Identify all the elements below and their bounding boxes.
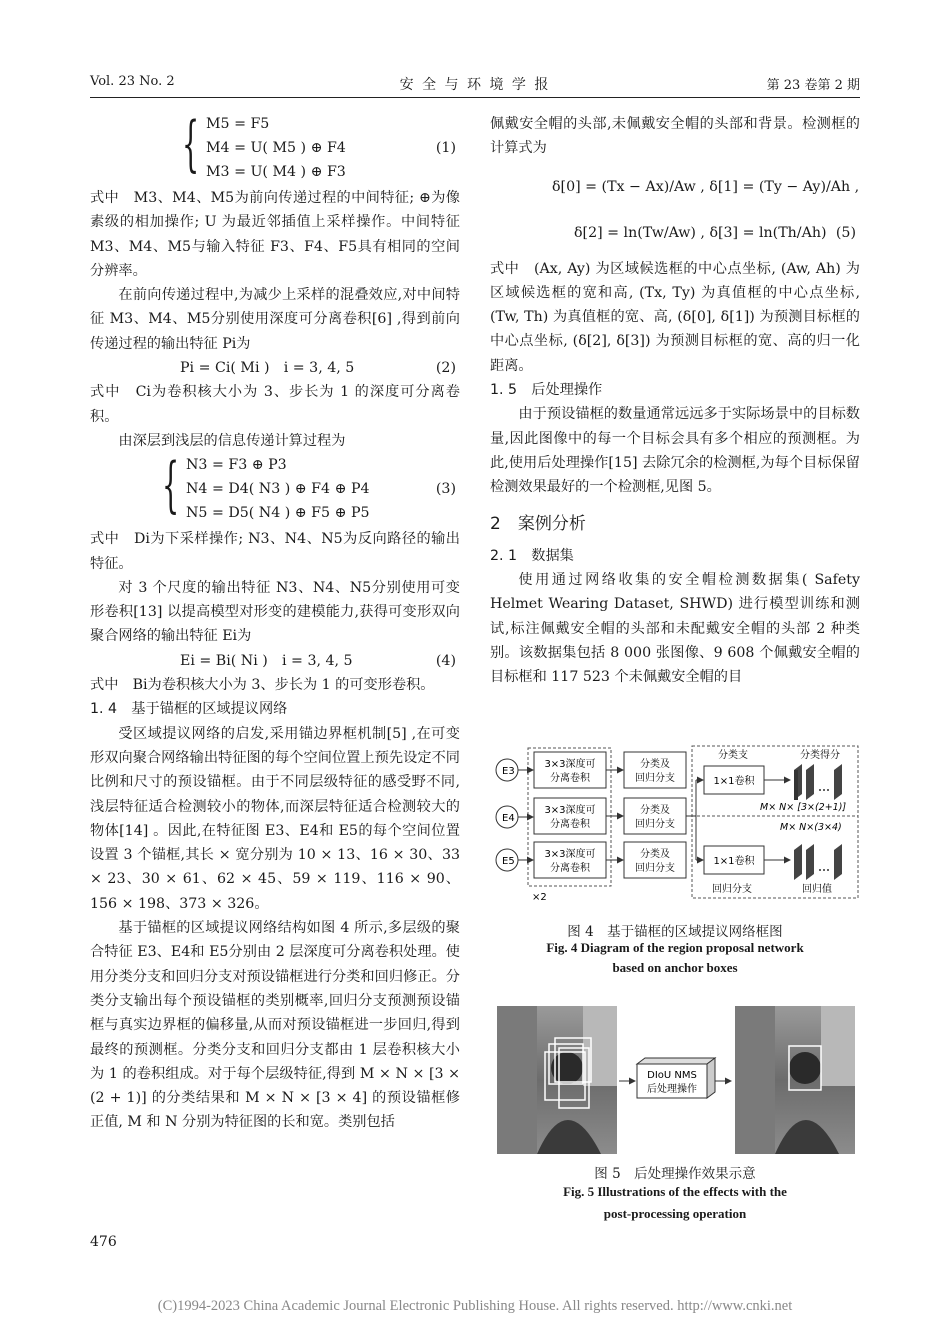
equation-number: (3) [435,481,456,498]
dw-conv-box [534,752,606,788]
svg-text:后处理操作: 后处理操作 [647,1084,697,1095]
figure-5-caption-cn: 图 5 后处理操作效果示意 [594,1166,756,1182]
paragraph: 式中 M3、M4、M5为前向传递过程的中间特征; ⊕为像素级的相加操作; U 为最近邻插值上采样操作。中间特征 M3、M4、M5与输入特征 F3、F4、F5具有相同的空间分辨率。 [90,190,460,279]
svg-text:分类及: 分类及 [640,849,670,860]
equation-number: (5) [835,224,856,241]
svg-text:×2: ×2 [532,892,547,903]
header-rule [90,97,860,98]
scene-photo-before [497,1006,617,1154]
svg-text:1×1卷积: 1×1卷积 [713,776,755,787]
svg-text:M× N×(3×4): M× N×(3×4) [780,822,842,833]
svg-text:分类支: 分类支 [718,750,748,761]
copyright-footer: (C)1994-2023 China Academic Journal Electronic Publishing House. All rights reserved. http://www.cnki.net [157,1298,793,1314]
svg-text:分离卷积: 分离卷积 [550,863,590,874]
paragraph: 基于锚框的区域提议网络结构如图 4 所示,多层级的聚合特征 E3、E4和 E5分别由 2 层深度可分离卷积处理。使用分类分支和回归分支对预设锚框进行分类和回归修正。分类分支输出每个预设锚框的类别概率,回归分支预测预设锚框与真实边界框的偏移量,从而对预设锚框进一步回归,得到最终的预测框。分类分支和回归分支都由 1 层卷积核大小为 1 的卷积组成。对于每个层级特征,得到 M × N × [3 × (2 + 1)] 的分类结果和 M × N × [3 × 4] 的预设锚框修正值, M 和 N 分别为特征图的长和宽。类别包括 [90,920,460,1131]
paragraph: 式中 Bi为卷积核大小为 3、步长为 1 的可变形卷积。 [90,677,435,694]
figure-4-caption-en-1: Fig. 4 Diagram of the region proposal network [546,940,804,955]
equation-5: δ[0] = (Tx − Ax)/Aw , δ[1] = (Ty − Ay)/Ah , δ[2] = ln(Tw/Aw) , δ[3] = ln(Th/Ah) (5) [490,161,860,257]
diou-nms-box [637,1058,715,1098]
svg-text:E4: E4 [502,813,515,824]
figure-4-caption-en-2: based on anchor boxes [612,960,738,975]
paragraph: 式中 (Ax, Ay) 为区域候选框的中心点坐标, (Aw, Ah) 为区域候选框的宽和高, (Tx, Ty) 为真值框的中心点坐标, (Tw, Th) 为真值框的宽、高, (δ[0], δ[1]) 为预测目标框的中心点坐标, (δ[2], δ[3]) 为预测目标框的宽、高的归一化距离。 [490,260,860,374]
equation-3: { N3 = F3 ⊕ P3 N4 = D4( N3 ) ⊕ F4 ⊕ P4 N5 = D5( N4 ) ⊕ F5 ⊕ P5 (3) [162,450,456,522]
equation-number: (1) [435,140,456,156]
header-journal-title: 安 全 与 环 境 学 报 [399,77,551,93]
svg-text:E5: E5 [502,856,515,867]
figure-5-caption-en-2: post-processing operation [603,1206,747,1221]
regression-tensor-icon [794,844,842,880]
svg-text:DIoU NMS: DIoU NMS [647,1070,697,1081]
paragraph: 式中 Di为下采样操作; N3、N4、N5为反向路径的输出特征。 [90,531,460,572]
section-heading-1-4: 1. 4 基于锚框的区域提议网络 [90,701,288,718]
svg-text:3×3深度可: 3×3深度可 [544,805,596,816]
paragraph: 在前向传递过程中,为减少上采样的混叠效应,对中间特征 M3、M4、M5分别使用深度可分离卷积[6] ,得到前向传递过程的输出特征 Pi为 [90,287,460,352]
right-column [490,112,860,690]
paragraph: 对 3 个尺度的输出特征 N3、N4、N5分别使用可变形卷积[13] 以提高模型对形变的建模能力,获得可变形双向聚合网络的输出特征 Ei为 [90,579,460,645]
paragraph: 由于预设锚框的数量通常远远多于实际场景中的目标数量,因此图像中的每一个目标会具有多个相应的预测框。为此,使用后处理操作[15] 去除冗余的检测框,为每个目标保留检测效果最好的一个检测框,见图 5。 [490,406,860,496]
branch-box [624,842,686,878]
left-column [90,109,460,1135]
equation-number: (4) [435,652,456,669]
paragraph: 使用通过网络收集的安全帽检测数据集( Safety Helmet Wearing Dataset, SHWD) 进行模型训练和测试,标注佩戴安全帽的头部和未配戴安全帽的头部 2 种类别。该数据集包括 8 000 张图像、9 608 个佩戴安全帽的目标框和 117 523 个未佩戴安全帽的目 [490,572,860,686]
equation-4: Ei = Bi( Ni ) i = 3, 4, 5 (4) [90,649,460,673]
section-heading-2-1: 2. 1 数据集 [490,547,574,564]
svg-text:回归分支: 回归分支 [635,773,675,784]
scene-photo-after [735,1006,855,1154]
header-issue: 第 23 卷第 2 期 [766,78,860,93]
equation-1: { M5 = F5 M4 = U( M5 ) ⊕ F4 M3 = U( M4 ) ⊕ F3 (1) [182,109,456,180]
equation-number: (2) [435,360,456,377]
svg-text:回归值: 回归值 [802,884,832,895]
section-heading-1-5: 1. 5 后处理操作 [490,382,603,399]
paragraph: 由深层到浅层的信息传递计算过程为 [118,432,346,449]
page-number: 476 [90,1234,117,1250]
paragraph: 佩戴安全帽的头部,未佩戴安全帽的头部和背景。检测框的计算式为 [490,116,860,157]
svg-text:回归分支: 回归分支 [635,819,675,830]
header-volume: Vol. 23 No. 2 [90,74,175,89]
conv1x1-box [704,766,764,794]
section-heading-2: 2 案例分析 [490,513,586,534]
branch-box [624,798,686,834]
equation-2: Pi = Ci( Mi ) i = 3, 4, 5 (2) [90,356,460,380]
svg-text:1×1卷积: 1×1卷积 [713,856,755,867]
figure-5-illustration [497,1006,855,1154]
paragraph: 式中 Ci为卷积核大小为 3、步长为 1 的深度可分离卷积。 [90,384,460,425]
conv1x1-box [704,846,764,874]
svg-text:回归分支: 回归分支 [712,884,752,895]
dw-conv-box [534,798,606,834]
svg-text:回归分支: 回归分支 [635,863,675,874]
paragraph: 受区域提议网络的启发,采用锚边界框机制[5] ,在可变形双向聚合网络输出特征图的每个空间位置上预先设定不同比例和尺寸的预设锚框。由于不同层级特征的感受野不同,浅层特征适合检测较小的物体,而深层特征适合检测较大的物体[14] 。因此,在特征图 E3、E4和 E5的每个空间位置设置 3 个锚框,其长 × 宽分别为 10 × 13、16 × 30、33 × 23、30 × 61、62 × 45、59 × 119、116 × 90、156 × 198、373 × 326。 [90,725,460,912]
svg-text:E3: E3 [502,766,515,777]
figure-4-diagram [490,742,860,912]
svg-text:3×3深度可: 3×3深度可 [544,849,596,860]
svg-text:分离卷积: 分离卷积 [550,819,590,830]
svg-text:分类及: 分类及 [640,759,670,770]
svg-text:分类得分: 分类得分 [800,750,840,761]
svg-text:3×3深度可: 3×3深度可 [544,759,596,770]
svg-text:分离卷积: 分离卷积 [550,773,590,784]
figure-5-caption-en-1: Fig. 5 Illustrations of the effects with the [563,1184,787,1199]
class-score-tensor-icon [794,764,842,800]
svg-text:M× N× [3×(2+1)]: M× N× [3×(2+1)] [760,802,847,813]
dw-conv-box [534,842,606,878]
branch-box [624,752,686,788]
svg-text:分类及: 分类及 [640,805,670,816]
figure-4-caption-cn: 图 4 基于锚框的区域提议网络框图 [567,924,783,940]
